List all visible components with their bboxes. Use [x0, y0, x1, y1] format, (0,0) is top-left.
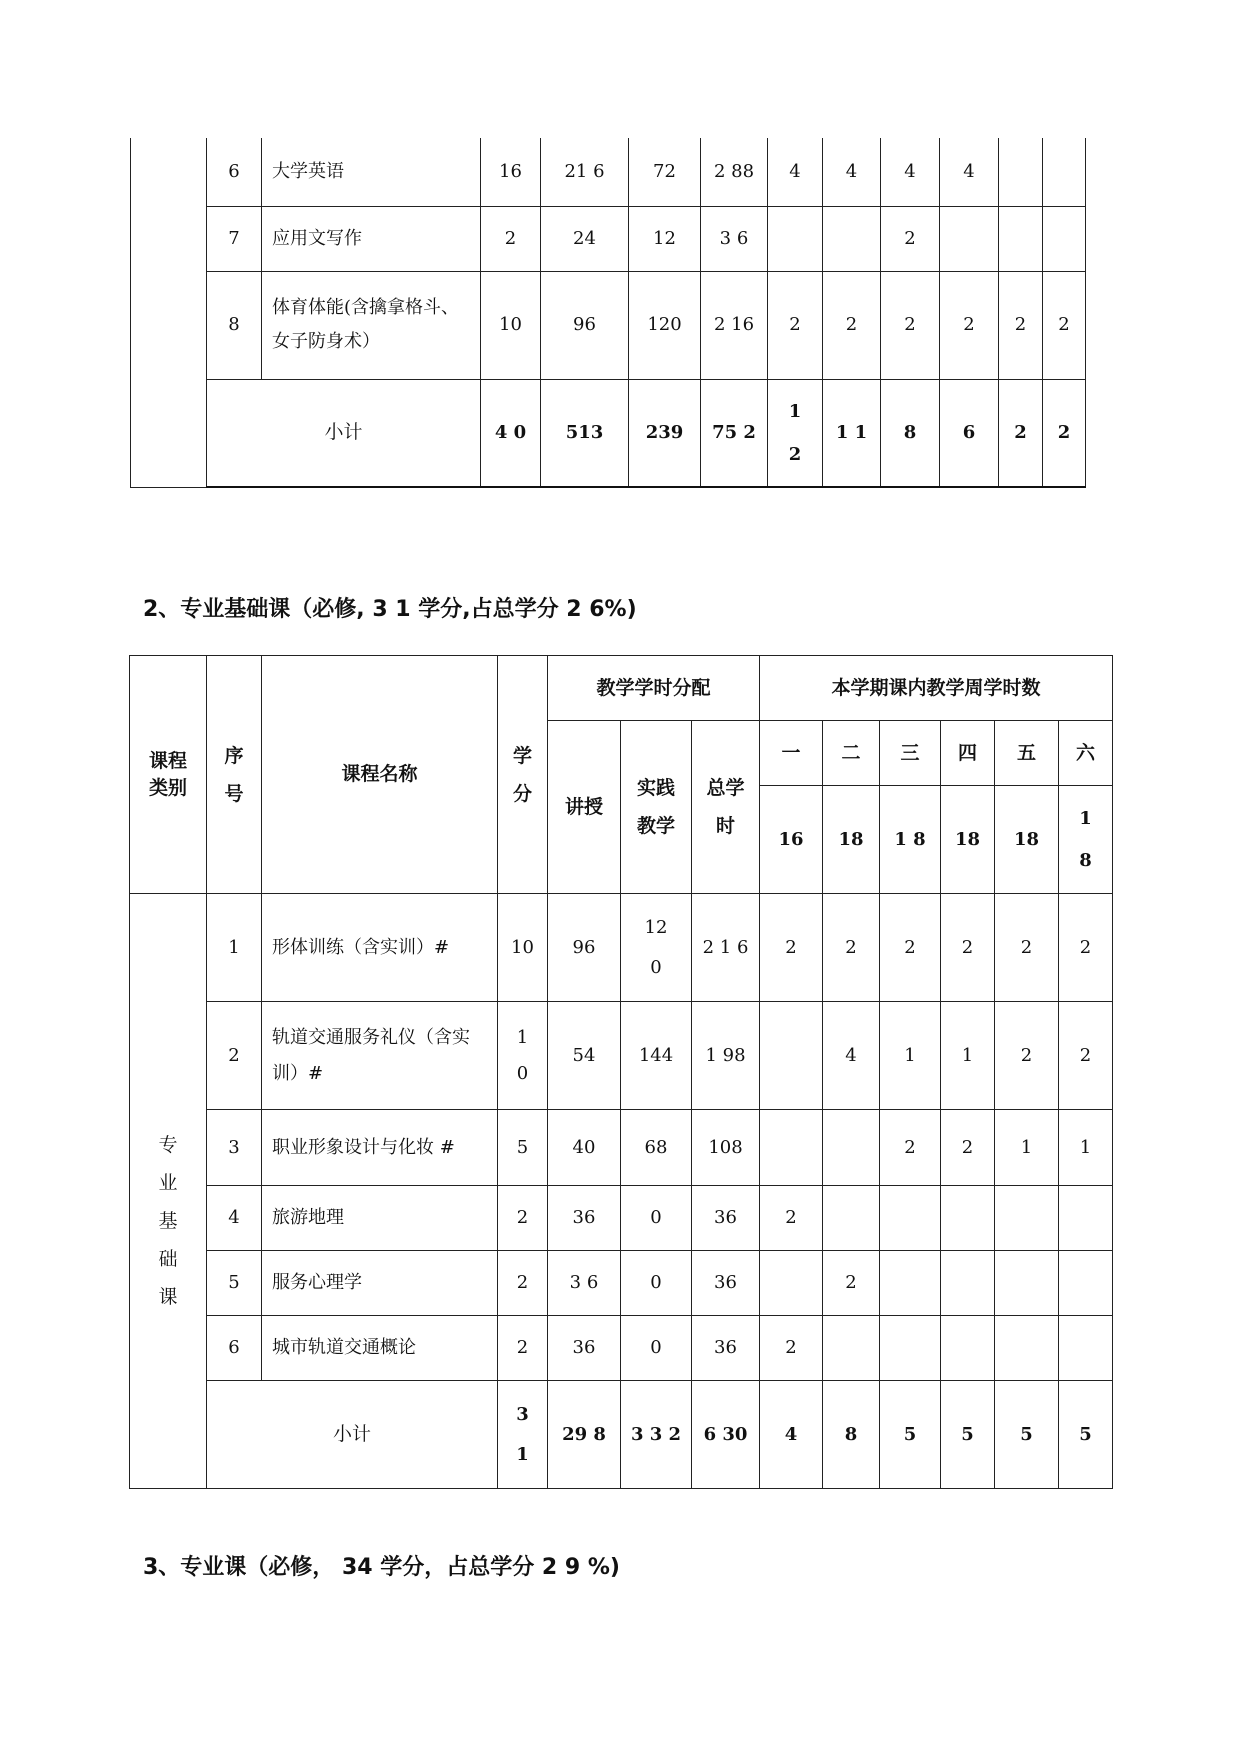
total-hours-cell: 2 88 [701, 138, 768, 206]
table-row [130, 1186, 1113, 1251]
category-label: 专业基础课 [158, 1134, 178, 1308]
term-1-hours: 2 [760, 1316, 823, 1381]
header-weekly-hours: 本学期课内教学周学时数 [760, 656, 1113, 721]
subtotal-term-3: 5 [880, 1381, 941, 1489]
row-number: 4 [207, 1186, 262, 1251]
subtotal-term-1: 4 [760, 1381, 823, 1489]
general-course-table-continued [130, 138, 1086, 488]
subtotal-credit: 3 1 [498, 1381, 548, 1489]
header-term-3: 三 [880, 721, 941, 786]
credit-cell: 2 [498, 1251, 548, 1316]
course-name: 体育体能(含擒拿格斗、女子防身术） [262, 271, 481, 379]
subtotal-total: 75 2 [701, 379, 768, 487]
course-name: 大学英语 [262, 138, 481, 206]
course-name: 城市轨道交通概论 [262, 1316, 498, 1381]
total-hours-cell: 1 98 [692, 1002, 760, 1110]
subtotal-term-1: 1 2 [768, 379, 823, 487]
term-1-hours: 2 [760, 1186, 823, 1251]
term-4-hours: 2 [941, 894, 995, 1002]
row-number: 6 [207, 138, 262, 206]
term-2-hours: 4 [823, 1002, 880, 1110]
header-credit: 学分 [498, 656, 548, 894]
term-4-hours [941, 1316, 995, 1381]
term-1-weeks: 16 [760, 786, 823, 894]
term-5-hours: 1 [995, 1110, 1059, 1186]
lecture-hours-cell: 96 [548, 894, 621, 1002]
practice-hours-cell: 72 [629, 138, 701, 206]
term-4-hours: 1 [941, 1002, 995, 1110]
term-6-hours [1043, 138, 1086, 206]
practice-hours-cell: 120 [629, 271, 701, 379]
row-number: 7 [207, 206, 262, 271]
professional-foundation-course-table [129, 655, 1113, 1489]
subtotal-label: 小计 [207, 379, 481, 487]
term-1-hours [760, 1110, 823, 1186]
term-5-hours [995, 1316, 1059, 1381]
term-1-hours: 2 [760, 894, 823, 1002]
lecture-hours-cell: 36 [548, 1186, 621, 1251]
lecture-hours-cell: 36 [548, 1316, 621, 1381]
term-4-hours [941, 1186, 995, 1251]
course-name: 旅游地理 [262, 1186, 498, 1251]
credit-cell: 2 [481, 206, 541, 271]
term-6-hours: 2 [1059, 894, 1113, 1002]
course-name: 形体训练（含实训）# [262, 894, 498, 1002]
subtotal-row [130, 1381, 1113, 1489]
subtotal-term-2: 1 1 [823, 379, 881, 487]
subtotal-credit: 4 0 [481, 379, 541, 487]
term-1-hours [768, 206, 823, 271]
term-4-hours [941, 1251, 995, 1316]
credit-cell: 10 [498, 894, 548, 1002]
term-6-hours [1059, 1316, 1113, 1381]
category-cell [130, 894, 207, 1489]
subtotal-term-3: 8 [881, 379, 940, 487]
table-row [130, 1002, 1113, 1110]
total-hours-cell: 2 16 [701, 271, 768, 379]
row-number: 2 [207, 1002, 262, 1110]
header-term-6: 六 [1059, 721, 1113, 786]
subtotal-practice: 239 [629, 379, 701, 487]
term-2-hours: 4 [823, 138, 881, 206]
term-6-hours [1043, 206, 1086, 271]
practice-hours-cell: 12 [629, 206, 701, 271]
term-3-hours [880, 1186, 941, 1251]
term-3-hours: 2 [881, 271, 940, 379]
header-term-1: 一 [760, 721, 823, 786]
total-hours-cell: 108 [692, 1110, 760, 1186]
lecture-hours-cell: 3 6 [548, 1251, 621, 1316]
subtotal-term-5: 5 [995, 1381, 1059, 1489]
term-4-hours [940, 206, 999, 271]
lecture-hours-cell: 24 [541, 206, 629, 271]
row-number: 3 [207, 1110, 262, 1186]
table-row [130, 1251, 1113, 1316]
row-number: 5 [207, 1251, 262, 1316]
subtotal-term-2: 8 [823, 1381, 880, 1489]
total-hours-cell: 36 [692, 1316, 760, 1381]
term-4-hours: 4 [940, 138, 999, 206]
table-row [130, 1110, 1113, 1186]
header-term-4: 四 [941, 721, 995, 786]
term-2-hours: 2 [823, 271, 881, 379]
section-2-heading: 2、专业基础课（必修, 3 1 学分,占总学分 2 6%) [143, 597, 637, 622]
term-2-hours [823, 206, 881, 271]
course-name: 应用文写作 [262, 206, 481, 271]
term-6-hours: 2 [1059, 1002, 1113, 1110]
term-6-hours [1059, 1186, 1113, 1251]
term-2-hours: 2 [823, 1251, 880, 1316]
term-5-hours [999, 138, 1043, 206]
table-row [130, 894, 1113, 1002]
practice-hours-cell: 0 [621, 1186, 692, 1251]
practice-hours-cell: 144 [621, 1002, 692, 1110]
subtotal-term-6: 5 [1059, 1381, 1113, 1489]
credit-cell: 1 0 [498, 1002, 548, 1110]
term-6-hours: 2 [1043, 271, 1086, 379]
header-row [130, 656, 1113, 721]
subtotal-total: 6 30 [692, 1381, 760, 1489]
practice-hours-cell: 0 [621, 1251, 692, 1316]
header-total-hours: 总学时 [692, 721, 760, 894]
lecture-hours-cell: 40 [548, 1110, 621, 1186]
subtotal-term-4: 5 [941, 1381, 995, 1489]
header-practice: 实践教学 [621, 721, 692, 894]
term-6-weeks: 1 8 [1059, 786, 1113, 894]
header-hours-distribution: 教学学时分配 [548, 656, 760, 721]
term-3-hours [880, 1251, 941, 1316]
term-5-hours [995, 1251, 1059, 1316]
header-category: 课程类别 [130, 656, 207, 894]
term-3-weeks: 1 8 [880, 786, 941, 894]
credit-cell: 2 [498, 1316, 548, 1381]
term-3-hours: 2 [880, 894, 941, 1002]
term-3-hours: 2 [880, 1110, 941, 1186]
subtotal-term-6: 2 [1043, 379, 1086, 487]
header-number: 序号 [207, 656, 262, 894]
credit-cell: 16 [481, 138, 541, 206]
term-4-hours: 2 [941, 1110, 995, 1186]
lecture-hours-cell: 96 [541, 271, 629, 379]
term-2-hours [823, 1110, 880, 1186]
subtotal-lecture: 513 [541, 379, 629, 487]
term-5-hours: 2 [995, 1002, 1059, 1110]
total-hours-cell: 3 6 [701, 206, 768, 271]
term-5-hours: 2 [999, 271, 1043, 379]
practice-hours-cell: 0 [621, 1316, 692, 1381]
lecture-hours-cell: 54 [548, 1002, 621, 1110]
term-4-hours: 2 [940, 271, 999, 379]
term-2-hours [823, 1186, 880, 1251]
total-hours-cell: 2 1 6 [692, 894, 760, 1002]
credit-cell: 10 [481, 271, 541, 379]
term-1-hours: 2 [768, 271, 823, 379]
total-hours-cell: 36 [692, 1186, 760, 1251]
section-3-heading: 3、专业课（必修， 34 学分，占总学分 2 9 %) [143, 1555, 620, 1580]
practice-hours-cell: 68 [621, 1110, 692, 1186]
subtotal-label: 小计 [207, 1381, 498, 1489]
row-number: 6 [207, 1316, 262, 1381]
subtotal-practice: 3 3 2 [621, 1381, 692, 1489]
subtotal-term-5: 2 [999, 379, 1043, 487]
subtotal-row [131, 379, 1086, 487]
term-5-hours [995, 1186, 1059, 1251]
header-term-5: 五 [995, 721, 1059, 786]
term-2-weeks: 18 [823, 786, 880, 894]
course-name: 轨道交通服务礼仪（含实训）# [262, 1002, 498, 1110]
lecture-hours-cell: 21 6 [541, 138, 629, 206]
term-5-weeks: 18 [995, 786, 1059, 894]
header-term-2: 二 [823, 721, 880, 786]
term-4-weeks: 18 [941, 786, 995, 894]
header-course-name: 课程名称 [262, 656, 498, 894]
term-6-hours: 1 [1059, 1110, 1113, 1186]
term-1-hours [760, 1002, 823, 1110]
term-5-hours: 2 [995, 894, 1059, 1002]
header-lecture: 讲授 [548, 721, 621, 894]
course-name: 职业形象设计与化妆 # [262, 1110, 498, 1186]
term-3-hours: 4 [881, 138, 940, 206]
term-3-hours: 1 [880, 1002, 941, 1110]
table-row [130, 1316, 1113, 1381]
term-2-hours [823, 1316, 880, 1381]
term-6-hours [1059, 1251, 1113, 1316]
course-name: 服务心理学 [262, 1251, 498, 1316]
term-3-hours: 2 [881, 206, 940, 271]
term-1-hours [760, 1251, 823, 1316]
credit-cell: 5 [498, 1110, 548, 1186]
subtotal-term-4: 6 [940, 379, 999, 487]
term-1-hours: 4 [768, 138, 823, 206]
table-row [131, 206, 1086, 271]
row-number: 8 [207, 271, 262, 379]
term-3-hours [880, 1316, 941, 1381]
row-number: 1 [207, 894, 262, 1002]
term-2-hours: 2 [823, 894, 880, 1002]
subtotal-lecture: 29 8 [548, 1381, 621, 1489]
total-hours-cell: 36 [692, 1251, 760, 1316]
table-row [131, 271, 1086, 379]
category-cell [131, 138, 207, 487]
practice-hours-cell: 12 0 [621, 894, 692, 1002]
credit-cell: 2 [498, 1186, 548, 1251]
term-5-hours [999, 206, 1043, 271]
table-row [131, 138, 1086, 206]
